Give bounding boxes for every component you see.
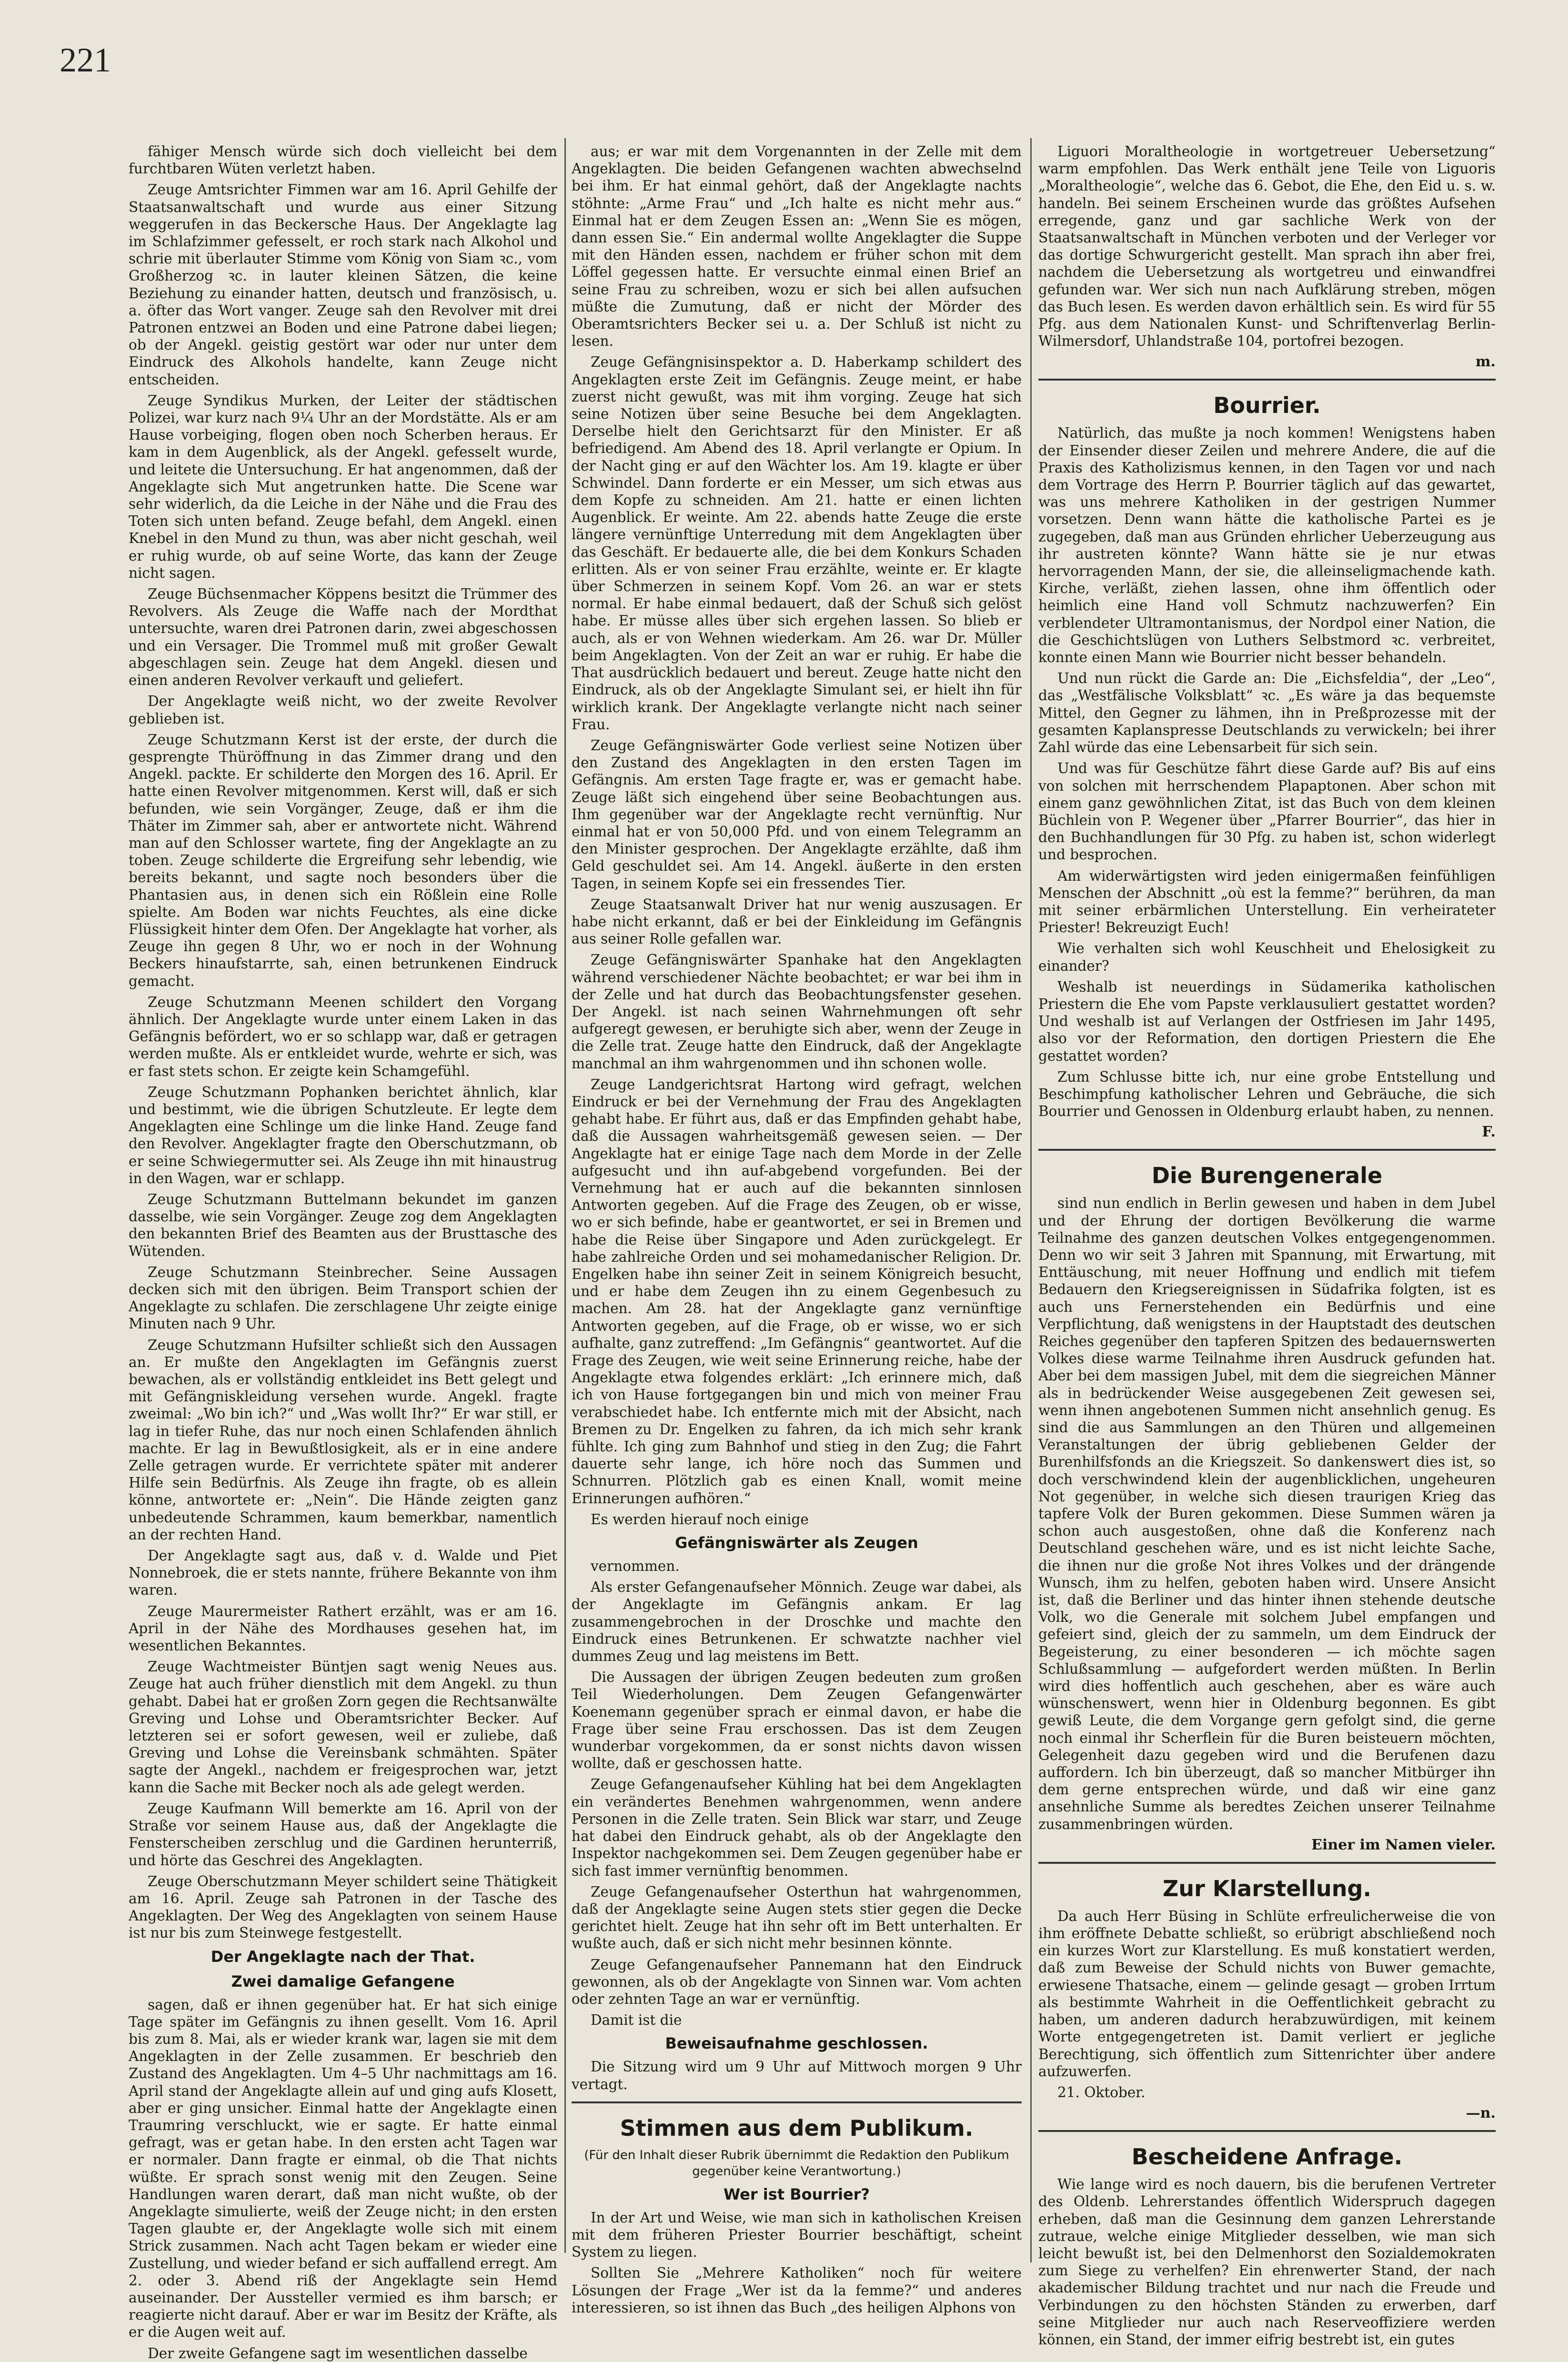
section-heading: Der Angeklagte nach der That. <box>211 1947 475 1966</box>
paragraph: fähiger Mensch würde sich doch vielleicht bei dem furchtbaren Wüten verletzt haben. <box>129 143 557 177</box>
paragraph: Zeuge Schutzmann Meenen schildert den Vorgang ähnlich. Der Angeklagte wurde unter einem Laken in das Gefängnis befördert, wo er so schlapp war, daß er getragen werden mußte. Als er entkleidet wurde, wehrte er sich, was er fast stets schon. Er zeigte kein Schamgefühl. <box>129 994 557 1079</box>
paragraph: Zeuge Amtsrichter Fimmen war am 16. April Gehilfe der Staatsanwaltschaft und wurde aus einer Sitzung weggerufen in das Beckersche Haus. Der Angeklagte lag im Schlafzimmer gefesselt, er roch stark nach Alkohol und schrie mit überlauter Stimme vom König von Siam ꝛc., vom Großherzog ꝛc. in lauter kleinen Sätzen, die keine Beziehung zu einander hatten, deutsch und französisch, u. a. öfter das Wort vanger. Zeuge sah den Revolver mit drei Patronen entzwei an Boden und eine Patrone dabei liegen; ob der Angekl. geistig gestört war oder nur unter dem Eindruck des Alkohols handelte, kann Zeuge nicht entscheiden. <box>129 181 557 388</box>
section-heading: Beweisaufnahme geschlossen. <box>665 2034 928 2053</box>
signature: m. <box>1475 353 1496 371</box>
paragraph: Zum Schlusse bitte ich, nur eine grobe Entstellung und Beschimpfung katholischer Lehren und Gebräuche, die sich Bourrier und Genossen in Oldenburg erlaubt haben, zu nennen. <box>1038 1068 1496 1120</box>
signature: Einer im Namen vieler. <box>1311 1836 1496 1853</box>
paragraph: Weshalb ist neuerdings in Südamerika katholischen Priestern die Ehe vom Papste verklausuliert gestattet worden? Und weshalb ist auf Verlangen der Ostfriesen im Jahr 1495, also vor der Reformation, den dortigen Priestern die Ehe gestattet worden? <box>1038 978 1496 1064</box>
divider <box>572 2101 1022 2103</box>
column-rule-2 <box>1030 138 1032 2262</box>
paragraph: Der Angeklagte weiß nicht, wo der zweite Revolver geblieben ist. <box>129 693 557 727</box>
paragraph: Zeuge Kaufmann Will bemerkte am 16. April von der Straße vor seinem Hause aus, daß der Angeklagte die Fensterscheiben zerschlug und die Gardinen herunterriß, und hörte das Geschrei des Angeklagten. <box>129 1800 557 1869</box>
divider <box>1038 1149 1496 1151</box>
section-heading: Zur Klarstellung. <box>1163 1875 1371 1901</box>
paragraph: Da auch Herr Büsing in Schlüte erfreulicherweise die von ihm eröffnete Debatte schließt, so erübrigt abschließend noch ein kurzes Wort zur Klarstellung. Es muß konstatiert werden, daß zum Beweise der Schuld nichts von Buwer gemachte, erwiesene Thatsache, einem — gelinde gesagt — groben Irrtum als bestimmte Wahrheit in die Oeffentlichkeit gebracht zu haben, um anderen dadurch herabzuwürdigen, mit keinem Worte entgegengetreten ist. Damit verliert er jegliche Berechtigung, sich öffentlich zum Sittenrichter über andere aufzuwerfen. <box>1038 1908 1496 2080</box>
paragraph: Wie verhalten sich wohl Keuschheit und Ehelosigkeit zu einander? <box>1038 940 1496 974</box>
paragraph: Der zweite Gefangene sagt im wesentlichen dasselbe <box>148 2345 528 2362</box>
paragraph: Zeuge Schutzmann Steinbrecher. Seine Aussagen decken sich mit den übrigen. Beim Transport schien der Angeklagte zu schlafen. Die zerschlagene Uhr zeigte einige Minuten nach 9 Uhr. <box>129 1264 557 1332</box>
column-3 <box>1038 143 1496 2348</box>
paragraph: Zeuge Gefängniswärter Spanhake hat den Angeklagten während verschiedener Nächte beobachtet; er war bei ihm in der Zelle und hat durch das Beobachtungsfenster gesehen. Der Angekl. ist nach seinen Wahrnehmungen oft sehr aufgeregt gewesen, er beruhigte sich aber, wenn der Zeuge in die Zelle trat. Zeuge hatte den Eindruck, daß der Angeklagte manchmal an ihm wahrgenommen und ihn schonen wolle. <box>572 952 1022 1072</box>
paragraph: In der Art und Weise, wie man sich in katholischen Kreisen mit dem früheren Priester Bourrier beschäftigt, scheint System zu liegen. <box>572 2209 1022 2261</box>
paragraph: Am widerwärtigsten wird jeden einigermaßen feinfühligen Menschen der Abschnitt „où est la femme?“ berühren, da man mit seiner erbärmlichen Unterstellung. Ein verheirateter Priester! Bekreuzigt Euch! <box>1038 867 1496 936</box>
paragraph: 21. Oktober. <box>1057 2084 1146 2101</box>
section-heading: Bescheidene Anfrage. <box>1131 2144 1403 2170</box>
paragraph: Es werden hierauf noch einige <box>591 1511 809 1528</box>
paragraph: Zeuge Gefangenaufseher Pannemann hat den Eindruck gewonnen, als ob der Angeklagte von Sinnen war. Vom achten oder zehnten Tage an war er vernünftig. <box>572 1956 1022 2007</box>
divider <box>1038 379 1496 381</box>
column-rule-1 <box>564 138 566 2253</box>
section-heading: Bourrier. <box>1213 392 1321 419</box>
paragraph: sind nun endlich in Berlin gewesen und haben in dem Jubel und der Ehrung der dortigen Bevölkerung die warme Teilnahme des ganzen deutschen Volkes entgegengenommen. Denn wo wir seit 3 Jahren mit Spannung, mit Erwartung, mit Enttäuschung, mit neuer Hoffnung und endlich mit tiefem Bedauern den Kriegsereignissen in Südafrika folgten, ist es auch uns Fernerstehenden ein Bedürfnis und eine Verpflichtung, daß wenigstens in der Hauptstadt des deutschen Reiches gegenüber den tapferen Spitzen des bedauernswerten Volkes diese warme Teilnahme ihren Ausdruck gefunden hat. Aber bei dem massigen Jubel, mit dem die siegreichen Männer als in bedrückender Weise ausgegebenen Zeit gewesen sei, wenn ihnen angebotenen Summen nicht ansehnlich genug. Es sind die aus Sammlungen an den Thüren und allgemeinen Veranstaltungen der übrig gebliebenen Gelder der Burenhilfsfonds an die Kriegszeit. So dankenswert dies ist, so doch verschwindend klein der augenblicklichen, ungeheuren Not gegenüber, in welche sich diesen traurigen Krieg das tapfere Volk der Buren gekommen. Diese Summen wären ja schon auch ausgestoßen, ohne daß die Konferenz nach Deutschland geschehen wäre, und es ist nicht leichte Sache, die ihnen nur die große Not ihres Volkes und der drängende Wunsch, ihm zu helfen, geboten haben wird. Unsere Ansicht ist, daß die Berliner und das hinter ihnen stehende deutsche Volk, wo die Generale mit solchem Jubel empfangen und gefeiert sind, gleich der zu sammeln, um dem Eindruck der Begeisterung, zu einer besonderen — ich möchte sagen Schlußsammlung — aufgefordert werden müßten. In Berlin wird dies hoffentlich auch geschehen, aber es wäre auch wünschenswert, wenn hier in Oldenburg begonnen. Es gibt gewiß Leute, die dem Vorgange gern gefolgt sind, die gerne noch einmal ihr Scherflein für die Buren beisteuern möchten, Gelegenheit dazu gegeben wird und die Berufenen dazu auffordern. Ich bin überzeugt, daß so mancher Mitbürger ihn dem gerne entsprechen würde, und daß wir eine ganz ansehnliche Summe als beredtes Zeichen unserer Teilnahme zusammenbringen würden. <box>1038 1195 1496 1832</box>
paragraph: Wie lange wird es noch dauern, bis die berufenen Vertreter des Oldenb. Lehrerstandes öffentlich Widerspruch dagegen erheben, daß man die Gesinnung dem ganzen Lehrerstande zutraue, welche einige Mitglieder desselben, wie man sich leicht bewußt ist, bei den Delmenhorst den Sozialdemokraten zum Siege zu verhelfen? Ein ehrenwerter Stand, der nach akademischer Bildung trachtet und nur nach die Freude und Verbindungen zu den höchsten Ständen zu erwerben, darf seine Mitglieder nur auch nach Reserveoffiziere werden können, ein Stand, der immer eifrig bestrebt ist, ein gutes <box>1038 2176 1496 2348</box>
paragraph: Als erster Gefangenaufseher Mönnich. Zeuge war dabei, als der Angeklagte im Gefängnis ankam. Er lag zusammengebrochen in der Droschke und machte den Eindruck eines Betrunkenen. Er schwatzte nachher viel dummes Zeug und lag meistens im Bett. <box>572 1579 1022 1665</box>
section-heading: Die Burengenerale <box>1151 1163 1383 1189</box>
paragraph: Damit ist die <box>591 2012 682 2029</box>
paragraph: Zeuge Wachtmeister Büntjen sagt wenig Neues aus. Zeuge hat auch früher dienstlich mit dem Angekl. zu thun gehabt. Dabei hat er großen Zorn gegen die Rechtsanwälte Greving und Lohse und Oberamtsrichter Becker. Auf letzteren sei er sofort gewesen, weil er zuliebe, daß Greving und Lohse die Vereinsbank schmähten. Später sagte der Angekl., nachdem er freigesprochen war, jetzt kann die Sache mit Becker noch als ade gelegt werden. <box>129 1658 557 1796</box>
paragraph: Sollten Sie „Mehrere Katholiken“ noch für weitere Lösungen der Frage „Wer ist da la femme?“ und anderes interessieren, so ist ihnen das Buch „des heiligen Alphons von <box>572 2265 1022 2316</box>
section-title: Stimmen aus dem Publikum. <box>620 2115 974 2141</box>
paragraph: Der Angeklagte sagt aus, daß v. d. Walde und Piet Nonnebroek, die er stets nannte, frühere Bekannte von ihm waren. <box>129 1548 557 1598</box>
paragraph: Zeuge Gefangenaufseher Kühling hat bei dem Angeklagten ein verändertes Benehmen wahrgenommen, wenn andere Personen in die Zelle traten. Sein Blick war starr, und Zeuge hat dabei den Eindruck gehabt, als ob der Angeklagte den Inspektor nachgekommen sei. Dem Zeugen gegenüber habe er sich fast immer vernünftig benommen. <box>572 1776 1022 1879</box>
paragraph: Und was für Geschütze fährt diese Garde auf? Bis auf eins von solchen mit herrschendem Plapaptonen. Aber schon mit einem ganz gewöhnlichen Zitat, ist das Buch von dem kleinen Büchlein von P. Wegener über „Pfarrer Bourrier“, das hier in den Buchhandlungen für 30 Pfg. zu haben ist, schon widerlegt und besprochen. <box>1038 760 1496 863</box>
signature: —n. <box>1466 2105 1496 2122</box>
section-heading: Zwei damalige Gefangene <box>231 1972 455 1990</box>
paragraph: vernommen. <box>591 1558 680 1575</box>
paragraph: Zeuge Büchsenmacher Köppens besitzt die Trümmer des Revolvers. Als Zeuge die Waffe nach der Mordthat untersuchte, waren drei Patronen darin, zwei abgeschossen und ein Versager. Die Trommel muß mit großer Gewalt abgeschlagen sein. Zeuge hat dem Angekl. diesen und einen anderen Revolver verkauft und geliefert. <box>129 586 557 689</box>
paragraph: Zeuge Gefängnisinspektor a. D. Haberkamp schildert des Angeklagten erste Zeit im Gefängnis. Zeuge meint, er habe zuerst nicht gewußt, was mit ihm vorging. Zeuge hat sich seine Notizen über seine Besuche bei dem Angeklagten. Derselbe hielt den Gerichtsarzt für den Minister. Er aß befriedigend. Am Abend des 18. April verlangte er Opium. In der Nacht ging er auf den Wächter los. Am 19. klagte er über Schwindel. Dann forderte er ein Messer, um sich etwas aus dem Kopfe zu schneiden. Am 21. hatte er einen lichten Augenblick. Er weinte. Am 22. abends hatte Zeuge die erste längere vernünftige Unterredung mit dem Angeklagten über das Geschäft. Er bedauerte alle, die bei dem Konkurs Schaden erlitten. Als er von seiner Frau erzählte, weinte er. Er klagte über Schmerzen in seinem Kopf. Vom 26. an war er stets normal. Er habe einmal bedauert, daß der Schuß sich gelöst habe. Er müsse alles über sich ergehen lassen. So blieb er auch, als er von Wehnen wiederkam. Am 26. war Dr. Müller beim Angeklagten. Von der Zeit an war er ruhig. Er habe die That ausdrücklich bedauert und bereut. Zeuge hatte nicht den Eindruck, als ob der Angeklagte Simulant sei, er hielt ihn für wirklich krank. Der Angeklagte verlangte nicht nach seiner Frau. <box>572 354 1022 733</box>
paragraph: sagen, daß er ihnen gegenüber hat. Er hat sich einige Tage später im Gefängnis zu ihnen gesellt. Vom 16. April bis zum 8. Mai, als er wieder krank war, lagen sie mit dem Angeklagten in der Zelle zusammen. Er beschrieb den Zustand des Angeklagten. Um 4–5 Uhr nachmittags am 16. April stand der Angeklagte allein auf und ging aufs Klosett, aber er ging unsicher. Einmal hatte der Angeklagte einen Traumring verschluckt, wie er sagte. Er hatte einmal gefragt, was er getan habe. In den ersten acht Tagen war er normaler. Dann fragte er einmal, ob die That nichts wüßte. Er sprach sonst wenig mit den Zeugen. Seine Handlungen waren derart, daß man nicht wußte, ob der Angeklagte simulierte, weiß der Zeuge nicht; in den ersten Tagen glaubte er, der Angeklagte wolle sich mit einem Strick zusammen. Nach acht Tagen bekam er wieder eine Zustellung, und wieder befand er sich auffallend erregt. Am 2. oder 3. Abend riß der Angeklagte sein Hemd auseinander. Der Aussteller vermied es ihm barsch; er reagierte nicht darauf. Aber er war im Besitz der Kräfte, als er die Augen weit auf. <box>129 1996 557 2341</box>
paragraph: Zeuge Landgerichtsrat Hartong wird gefragt, welchen Eindruck er bei der Vernehmung der Frau des Angeklagten gehabt habe. Er führt aus, daß er das Empfinden gehabt habe, daß die Aussagen wahrheitsgemäß gewesen seien. — Der Angeklagte hat er einige Tage nach dem Morde in der Zelle aufgesucht und ihn auf-abgebend vorgefunden. Bei der Vernehmung hat er auch auf die bekannten sinnlosen Antworten gegeben. Auf die Frage des Zeugen, ob er wisse, wo er sich befinde, habe er geantwortet, er sei in Bremen und habe die Reise über Singapore und Aden zurückgelegt. Er habe zahlreiche Orden und sei mohamedanischer Religion. Dr. Engelken habe ihn seiner Zeit in seinem Königreich besucht, und er habe dem Zeugen ihn zu einem Gegenbesuch zu machen. Am 28. hat der Angeklagte ganz vernünftige Antworten gegeben, auf die Frage, ob er wisse, wo er sich aufhalte, ganz zutreffend: „Im Gefängnis“ geantwortet. Auf die Frage des Zeugen, wie weit seine Erinnerung reiche, habe der Angeklagte etwa folgendes erklärt: „Ich erinnere mich, daß ich von Hause fortgegangen bin und mich von meiner Frau verabschiedet habe. Ich entfernte mich mit der Absicht, nach Bremen zu Dr. Engelken zu fahren, da ich mich sehr krank fühlte. Ich ging zum Bahnhof und stieg in den Zug; die Fahrt dauerte sehr lange, ich höre noch das Summen und Schnurren. Plötzlich gab es einen Knall, womit meine Erinnerungen aufhören.“ <box>572 1076 1022 1507</box>
divider <box>1038 1862 1496 1864</box>
paragraph: Zeuge Maurermeister Rathert erzählt, was er am 16. April in der Nähe des Mordhauses gesehen hat, im wesentlichen Bekanntes. <box>129 1603 557 1654</box>
paragraph: Und nun rückt die Garde an: Die „Eichsfeldia“, der „Leo“, das „Westfälische Volksblatt“ ꝛc. „Es wäre ja das bequemste Mittel, den Gegner zu lähmen, ihn in Preßprozesse mit der gesamten Kaplanspresse Deutschlands zu verwickeln; bei ihrer Zahl würde das eine Lebensarbeit für sich sein. <box>1038 670 1496 756</box>
paragraph: Die Aussagen der übrigen Zeugen bedeuten zum großen Teil Wiederholungen. Dem Zeugen Gefangenwärter Koenemann gegenüber sprach er einmal davon, er habe die Frage über seine Frau erschossen. Das ist dem Zeugen wunderbar vorgekommen, da er sonst nichts davon wissen wollte, daß er geschossen hatte. <box>572 1669 1022 1772</box>
paragraph: Zeuge Oberschutzmann Meyer schildert seine Thätigkeit am 16. April. Zeuge sah Patronen in der Tasche des Angeklagten. Der Weg des Angeklagten von seinem Hause ist nur bis zum Steinwege festgestellt. <box>129 1873 557 1941</box>
article-title: Wer ist Bourrier? <box>724 2185 870 2203</box>
paragraph: aus; er war mit dem Vorgenannten in der Zelle mit dem Angeklagten. Die beiden Gefangenen wachten abwechselnd bei ihm. Er hat einmal gehört, daß der Angeklagte nachts stöhnte: „Arme Frau“ und „Ich halte es nicht mehr aus.“ Einmal hat er dem Zeugen Essen an: „Wenn Sie es mögen, dann essen Sie.“ Ein andermal wollte Angeklagter die Suppe mit den Händen essen, nachdem er früher schon mit dem Löffel gegessen hatte. Er versuchte einmal einen Brief an seine Frau zu schreiben, wozu er sich bei allen aufsuchen müßte die Zumutung, daß er nicht der Mörder des Oberamtsrichters Becker sei u. a. Der Schluß ist nicht zu lesen. <box>572 143 1022 350</box>
paragraph: Zeuge Syndikus Murken, der Leiter der städtischen Polizei, war kurz nach 9¼ Uhr an der Mordstätte. Als er am Hause vorbeiging, flogen oben noch Scherben heraus. Er kam in dem Augenblick, als der Angekl. gefesselt wurde, und leitete die Untersuchung. Er hat angenommen, daß der Angeklagte sich Mut angetrunken hatte. Die Scene war sehr widerlich, da die Leiche in der Nähe und die Frau des Toten sich unten befand. Zeuge befahl, dem Angekl. einen Knebel in den Mund zu thun, was aber nicht geschah, weil er ruhig wurde, ob auf seine Worte, das kann der Zeuge nicht sagen. <box>129 392 557 581</box>
paragraph: Zeuge Schutzmann Pophanken berichtet ähnlich, klar und bestimmt, wie die übrigen Schutzleute. Er legte dem Angeklagten eine Schlinge um die linke Hand. Zeuge fand den Revolver. Angeklagter fragte den Oberschutzmann, ob er seine Schwiegermutter sei. Als Zeuge ihn mit hinaustrug in den Wagen, war er schlapp. <box>129 1084 557 1186</box>
paragraph: Zeuge Schutzmann Buttelmann bekundet im ganzen dasselbe, wie sein Vorgänger. Zeuge zog dem Angeklagten den bekannten Brief des Beamten aus der Brusttasche des Wütenden. <box>129 1191 557 1259</box>
paragraph: Zeuge Staatsanwalt Driver hat nur wenig auszusagen. Er habe nicht erkannt, daß er bei der Einkleidung im Gefängnis aus seiner Rolle gefallen war. <box>572 896 1022 947</box>
column-2 <box>572 143 1022 2316</box>
paragraph: Zeuge Gefängniswärter Gode verliest seine Notizen über den Zustand des Angeklagten in den ersten Tagen im Gefängnis. Am ersten Tage fragte er, was er gemacht habe. Zeuge läßt sich eingehend über seine Beobachtungen aus. Ihm gegenüber war der Angeklagte recht vernünftig. Nur einmal hat er von 50,000 Pfd. und von einem Telegramm an den Minister gesprochen. Der Angeklagte erzählte, daß ihm Geld geschuldet sei. Am 14. Angekl. äußerte in den ersten Tagen, in seinem Kopfe sei ein fressendes Tier. <box>572 737 1022 892</box>
section-note: (Für den Inhalt dieser Rubrik übernimmt die Redaktion den Publikum gegenüber keine Verantwortung.) <box>584 2148 1009 2179</box>
paragraph: Natürlich, das mußte ja noch kommen! Wenigstens haben der Einsender dieser Zeilen und mehrere Andere, die auf die Praxis des Katholizismus kennen, in den Tagen vor und nach dem Vortrage des Herrn P. Bourrier täglich auf das gewartet, was uns mehrere Katholiken in der gestrigen Nummer vorsetzen. Denn wann hätte die katholische Partei es je zugegeben, daß man aus Gründen ehrlicher Ueberzeugung aus ihr austreten könnte? Wann hätte sie je nur etwas hervorragenden Mann, der sie, die alleinseligmachende kath. Kirche, verläßt, ziehen lassen, ohne ihm öffentlich oder heimlich eine Hand voll Schmutz nachzuwerfen? Ein verblendeter Ultramontanismus, der Nordpol einer Nation, die die Geschichtslügen von Luthers Selbstmord ꝛc. verbreitet, konnte einen Mann wie Bourrier nicht besser behandeln. <box>1038 425 1496 666</box>
paragraph: Zeuge Gefangenaufseher Osterthun hat wahrgenommen, daß der Angeklagte seine Augen stets stier gegen die Decke gerichtet hielt. Zeuge hat ihn sehr oft im Bett unterhalten. Er wußte auch, daß er sich nicht mehr besinnen könnte. <box>572 1883 1022 1952</box>
divider <box>1038 2130 1496 2132</box>
page-number: 221 <box>60 41 111 79</box>
column-1 <box>129 143 557 2362</box>
paragraph: Zeuge Schutzmann Kerst ist der erste, der durch die gesprengte Thüröffnung in das Zimmer drang und den Angekl. packte. Er schilderte den Morgen des 16. April. Er hatte einen Revolver mitgenommen. Kerst will, daß er sich befunden, wie sein Vorgänger, Zeuge, daß er ihm die Thäter im Zimmer sah, aber er antwortete nicht. Während man auf den Schlosser wartete, fing der Angeklagte an zu toben. Zeuge schilderte die Ergreifung sehr lebendig, wie bereits bekannt, und sagte noch besonders über die Phantasien aus, in denen sich ein Rößlein eine Rolle spielte. Am Boden war nichts Feuchtes, als eine dicke Flüssigkeit hinter dem Ofen. Der Angeklagte hat vorher, als Zeuge ihn gegen 8 Uhr, wo er noch in der Wohnung Beckers hinaufstarrte, sah, einen betrunkenen Eindruck gemacht. <box>129 731 557 989</box>
paragraph: Liguori Moraltheologie in wortgetreuer Uebersetzung“ warm empfohlen. Das Werk enthält jene Teile von Liguoris „Moraltheologie“, welche das 6. Gebot, die Ehe, den Eid u. s. w. handeln. Bei seinem Erscheinen wurde das größtes Aufsehen erregende, ganz und gar sachliche Werk von der Staatsanwaltschaft in München verboten und der Verleger vor das dortige Schwurgericht gestellt. Man sprach ihn aber frei, nachdem die Uebersetzung als wortgetreu und einwandfrei gefunden war. Wer sich nun nach Aufklärung streben, mögen das Buch lesen. Es werden davon erhältlich sein. Es wird für 55 Pfg. aus dem Nationalen Kunst- und Schriftenverlag Berlin-Wilmersdorf, Uhlandstraße 104, portofrei bezogen. <box>1038 143 1496 350</box>
signature: F. <box>1482 1124 1496 1141</box>
section-heading: Gefängniswärter als Zeugen <box>675 1534 918 1552</box>
paragraph: Die Sitzung wird um 9 Uhr auf Mittwoch morgen 9 Uhr vertagt. <box>572 2059 1022 2092</box>
paragraph: Zeuge Schutzmann Hufsilter schließt sich den Aussagen an. Er mußte den Angeklagten im Gefängnis zuerst bewachen, als er vollständig entkleidet ins Bett gelegt und mit Gefängniskleidung versehen wurde. Angekl. fragte zweimal: „Wo bin ich?“ und „Was wollt Ihr?“ Er war still, er lag in tiefer Ruhe, das nur noch einen Schlafenden ähnlich machte. Er lag in Bewußtlosigkeit, als er in eine andere Zelle getragen wurde. Er verrichtete später mit anderer Hilfe sein Bedürfnis. Als Zeuge ihn fragte, ob es allein könne, antwortete er: „Nein“. Die Hände zeigten ganz unbedeutende Schrammen, kaum bemerkbar, namentlich an der rechten Hand. <box>129 1337 557 1543</box>
